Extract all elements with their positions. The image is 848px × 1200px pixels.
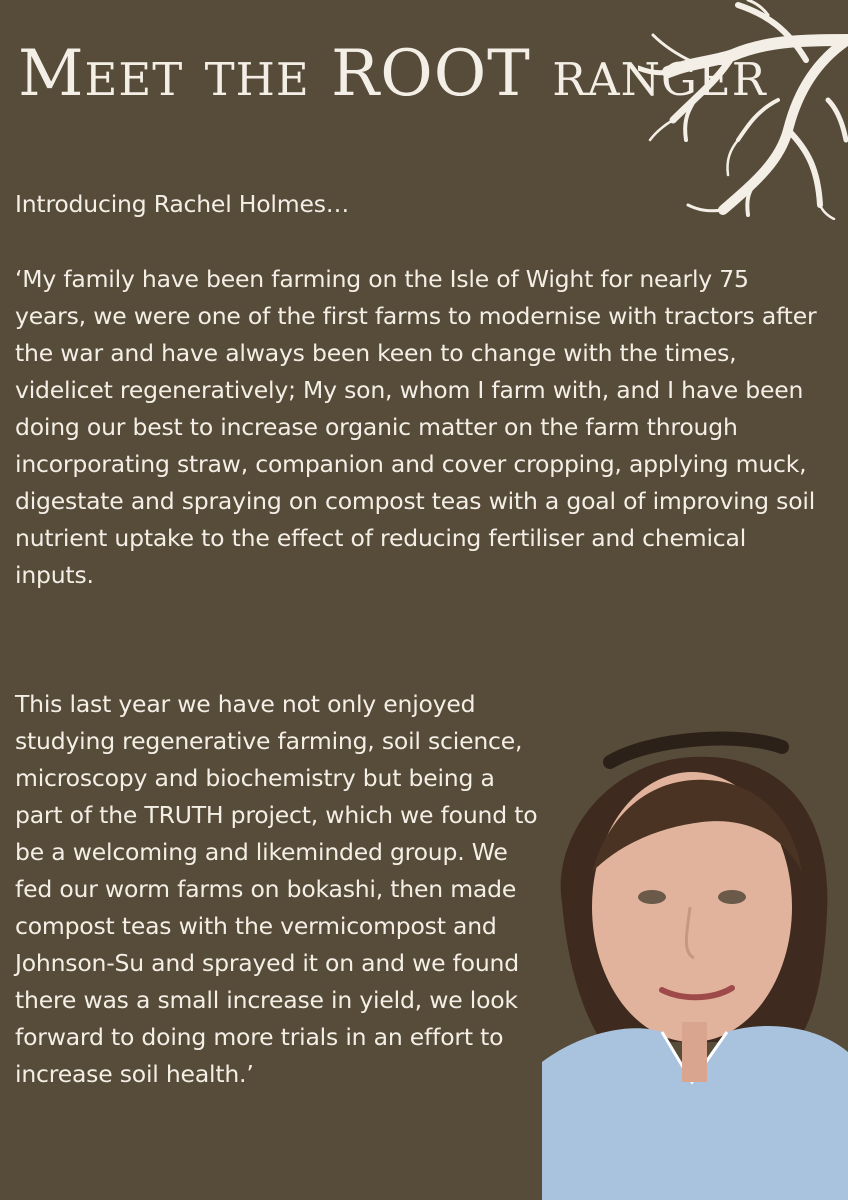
quote-paragraph: ‘My family have been farming on the Isle of Wight for nearly 75 years, we were one of the first farms to modernise with tractors after the war and have always been keen to change with the times, videlicet regeneratively; My son, whom I farm with, and I have been doing our best to increase organic matter on the farm through incorporating straw, companion and cover cropping, applying muck, digestate and spraying on compost teas with a goal of improving soil nutrient uptake to the effect of reducing fertiliser and chemical inputs.: [15, 265, 817, 589]
last-year-paragraph: This last year we have not only enjoyed studying regenerative farming, soil science, microscopy and biochemistry but being a part of the TRUTH project, which we found to be a welcoming and likeminded group. We fed our worm farms on bokashi, then made compost teas with the vermicompost and Johnson-Su and sprayed it on and we found there was a small increase in yield, we look forward to doing more trials in an effort to increase soil health.’: [15, 690, 538, 1088]
intro-text: Introducing Rachel Holmes…: [15, 190, 350, 218]
portrait-photo: [542, 722, 848, 1200]
page-title: Meet the ROOT ranger: [18, 37, 767, 111]
